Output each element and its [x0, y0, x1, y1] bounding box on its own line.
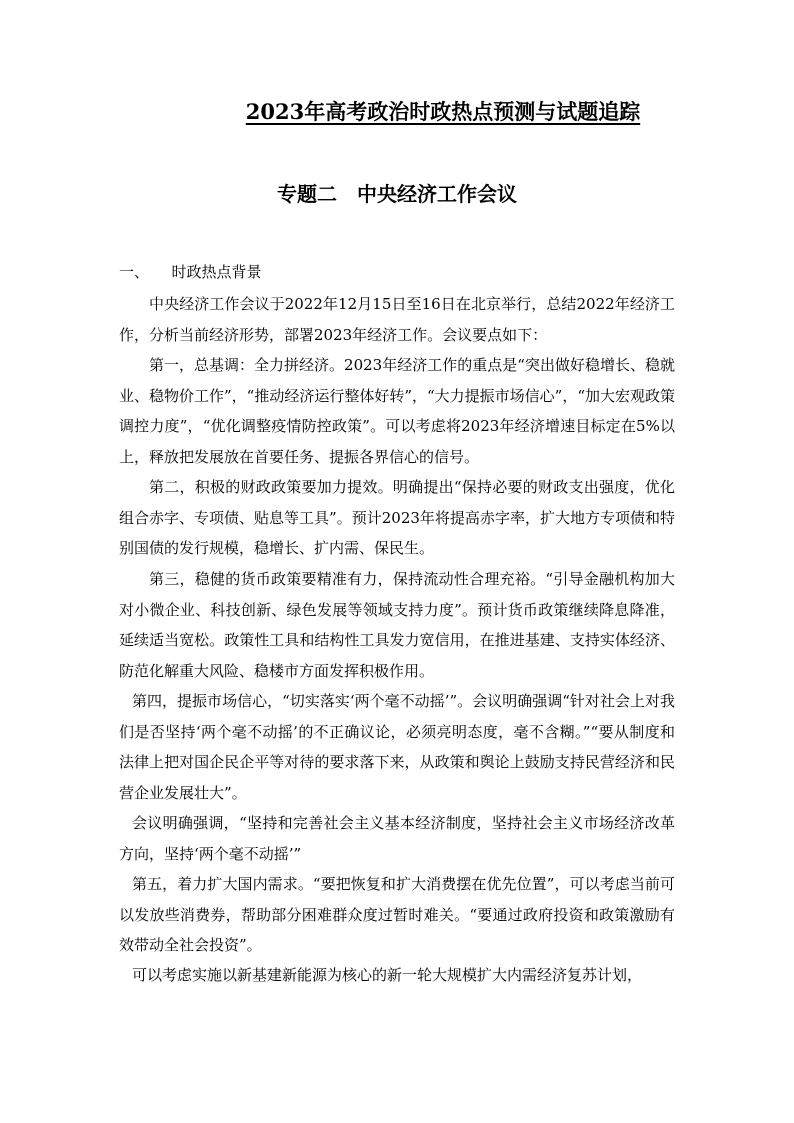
document-subtitle-text: 专题二 中央经济工作会议 [277, 182, 517, 206]
document-title [0, 97, 794, 127]
document-subtitle [0, 179, 794, 209]
paragraph-point-one: 第一，总基调：全力拼经济。2023年经济工作的重点是“突出做好稳增长、稳就业、稳物价工作”，“推动经济运行整体好转”，“大力提振市场信心”，“加大宏观政策调控力度”，“优化调整疫情防控政策”。可以考虑将2023年经济增速目标定在5%以上，释放把发展放在首要任务、提振各界信心的信号。 [119, 356, 676, 466]
paragraph-point-three: 第三，稳健的货币政策要精准有力，保持流动性合理充裕。“引导金融机构加大对小微企业、科技创新、绿色发展等领域支持力度”。预计货币政策继续降息降准，延续适当宽松。政策性工具和结构性工具发力宽信用，在推进基建、支持实体经济、防范化解重大风险、稳楼市方面发挥积极作用。 [119, 570, 675, 680]
paragraph-meeting-intro: 中央经济工作会议于2022年12月15日至16日在北京举行，总结2022年经济工作，分析当前经济形势，部署2023年经济工作。会议要点如下： [119, 295, 675, 344]
paragraph-meeting-emphasis: 会议明确强调，“坚持和完善社会主义基本经济制度，坚持社会主义市场经济改革方向，坚持‘两个毫不动摇’” [119, 814, 675, 863]
paragraph-point-two: 第二，积极的财政政策要加力提效。明确提出“保持必要的财政支出强度，优化组合赤字、专项债、贴息等工具”。预计2023年将提高赤字率，扩大地方专项债和特别国债的发行规模，稳增长、扩内需、保民生。 [119, 478, 675, 557]
paragraph-point-five: 第五，着力扩大国内需求。“要把恢复和扩大消费摆在优先位置”，可以考虑当前可以发放些消费券，帮助部分困难群众度过暂时难关。“要通过政府投资和政策激励有效带动全社会投资”。 [119, 875, 675, 954]
document-title-text: 2023年高考政治时政热点预测与试题追踪 [245, 99, 641, 124]
paragraph-expand-demand-plan: 可以考虑实施以新基建新能源为核心的新一轮大规模扩大内需经济复苏计划， [132, 966, 643, 984]
section-heading: 一、 时政热点背景 [119, 263, 262, 281]
paragraph-point-four: 第四，提振市场信心，“切实落实‘两个毫不动摇’”。会议明确强调“针对社会上对我们是否坚持‘两个毫不动摇’的不正确议论，必须亮明态度，毫不含糊。”“要从制度和法律上把对国企民企平等对待的要求落下来，从政策和舆论上鼓励支持民营经济和民营企业发展壮大”。 [119, 692, 675, 802]
